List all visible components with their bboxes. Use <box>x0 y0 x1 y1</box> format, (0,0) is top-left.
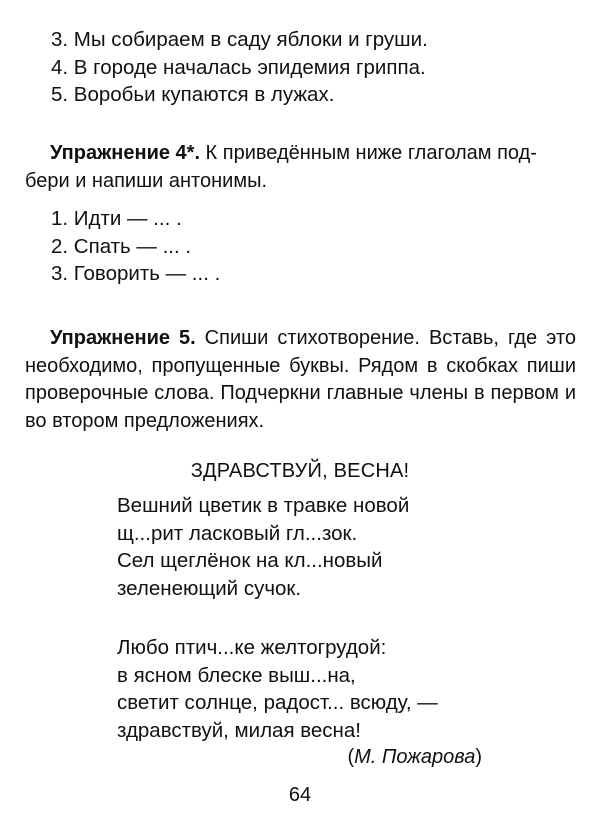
poem-line: Вешний цветик в травке новой <box>117 494 410 517</box>
list-item: 3. Говорить — ... . <box>51 262 221 285</box>
author-name: М. Пожарова <box>354 746 476 768</box>
list-item: 5. Воробьи купаются в лужах. <box>51 83 335 106</box>
poem-line: в ясном блеске выш...на, <box>117 663 356 687</box>
poem-line: щ...рит ласковый гл...зок. <box>117 521 358 545</box>
exercise-5-text: Спиши стихотворение. Вставь, где это необходимо, пропущенные буквы. Рядом в скобках пиши проверочные слова. Подчеркни главные члены в первом и во втором предложениях. <box>25 327 577 432</box>
poem-line: здравствуй, милая весна! <box>117 718 361 742</box>
poem-line: Любо птич...ке желтогрудой: <box>117 636 387 659</box>
sentence-list <box>51 26 428 109</box>
exercise-4-heading: Упражнение 4*. <box>50 142 200 164</box>
exercise-4-instruction <box>25 140 576 195</box>
page-number: 64 <box>288 784 312 806</box>
exercise-5-heading: Упражнение 5. <box>50 327 196 349</box>
list-item: 4. В городе началась эпидемия гриппа. <box>51 55 426 79</box>
exercise-4-verb-list <box>51 205 220 288</box>
poem-line: Сел щеглёнок на кл...новый <box>117 549 383 572</box>
exercise-4-text-line1: К приведённым ниже глаголам под- <box>200 142 537 164</box>
poem-line: зеленеющий сучок. <box>117 576 302 600</box>
author-paren-open: ( <box>347 746 355 768</box>
list-item: 3. Мы собираем в саду яблоки и груши. <box>51 28 428 51</box>
exercise-4-text-line2: бери и напиши антонимы. <box>25 169 268 192</box>
poem-stanza-1 <box>117 492 409 602</box>
poem-title: ЗДРАВСТВУЙ, ВЕСНА! <box>190 460 410 482</box>
author-paren-close: ) <box>475 746 482 768</box>
list-item: 1. Идти — ... . <box>51 207 182 230</box>
poem-author <box>347 744 482 770</box>
poem-stanza-2 <box>117 634 438 744</box>
list-item: 2. Спать — ... . <box>51 234 192 258</box>
poem-line: светит солнце, радост... всюду, — <box>117 691 438 714</box>
exercise-5-instruction <box>25 325 576 435</box>
